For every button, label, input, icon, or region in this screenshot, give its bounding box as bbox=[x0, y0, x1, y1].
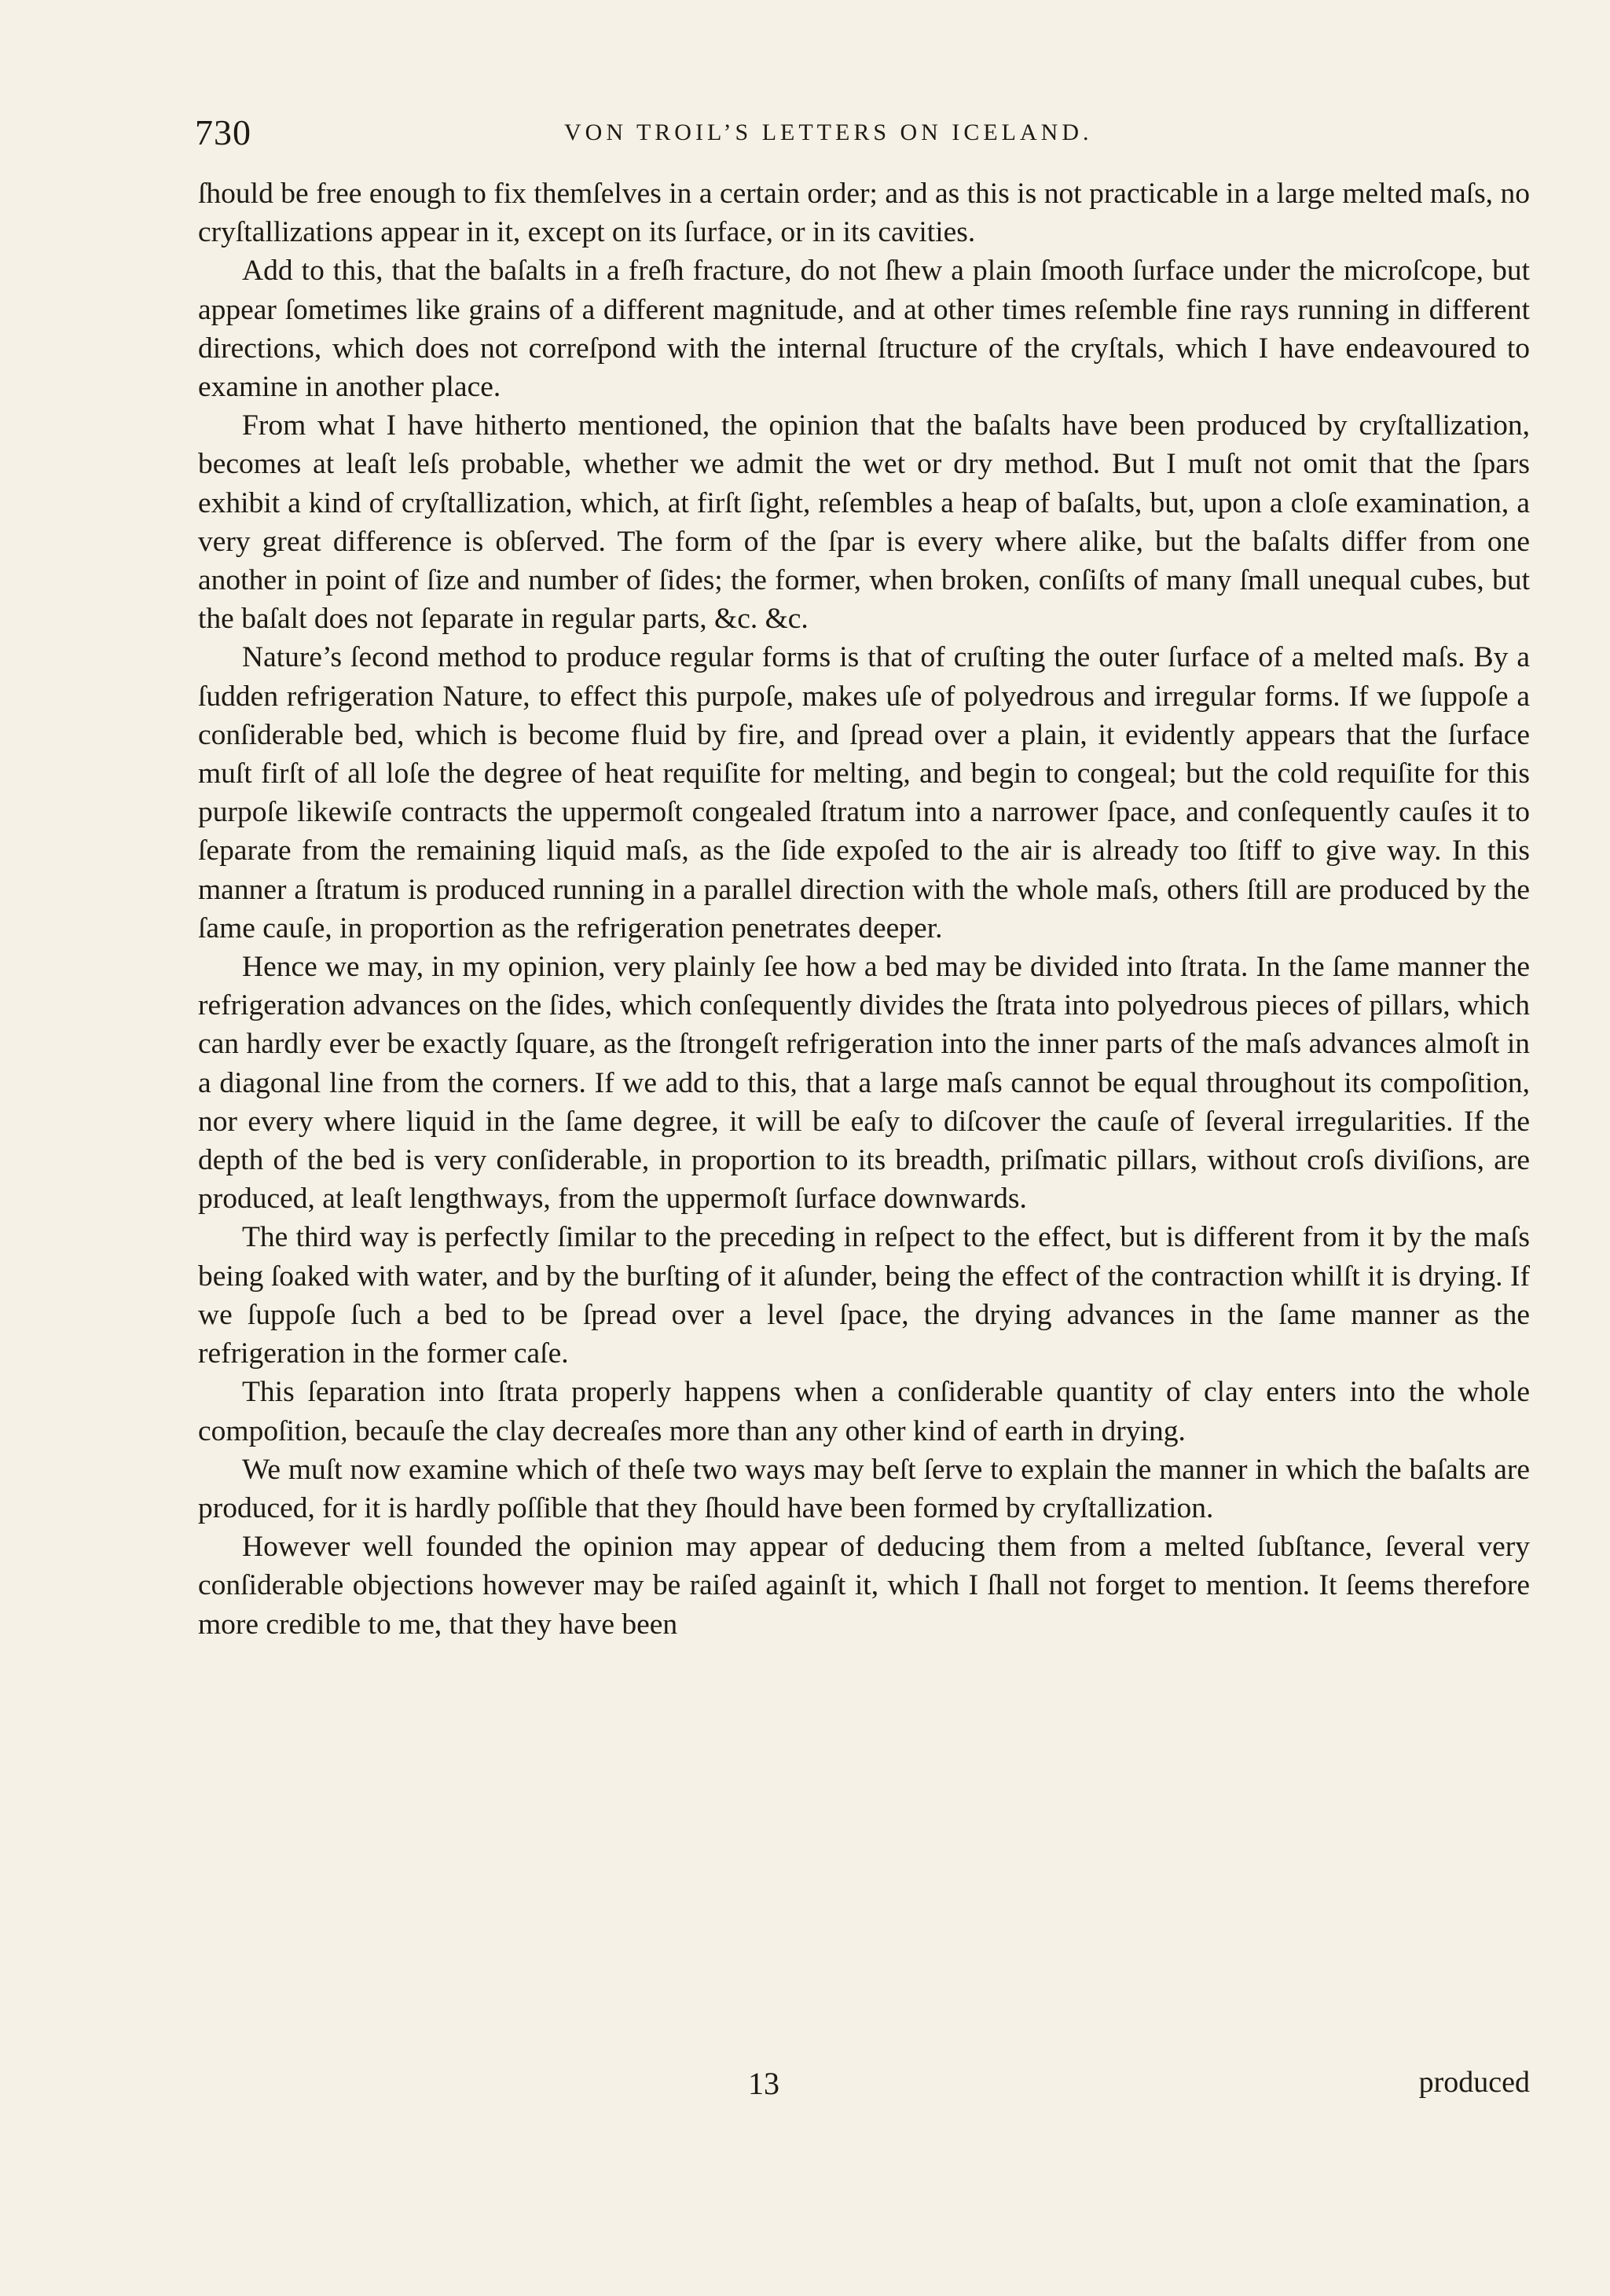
paragraph: This ſeparation into ſtrata properly happens when a conſiderable quantity of clay enters into the whole compoſition, becauſe the clay decreaſes more than any other kind of earth in drying. bbox=[198, 1376, 1530, 1447]
running-head: VON TROIL’S LETTERS ON ICELAND. bbox=[564, 119, 1093, 145]
page-header bbox=[195, 112, 1531, 159]
page-footer bbox=[198, 2065, 1530, 2112]
paragraph: We muſt now examine which of theſe two ways may beſt ſerve to explain the manner in which the baſalts are produced, for it is hardly poſſible that they ſhould have been formed by cryſtallization. bbox=[198, 1453, 1530, 1524]
paragraph: ſhould be free enough to fix themſelves in a certain order; and as this is not practicable in a large melted maſs, no cryſtallizations appear in it, except on its ſurface, or in its cavities. bbox=[198, 178, 1530, 249]
paragraph: However well founded the opinion may appear of deducing them from a melted ſubſtance, ſeveral very conſiderable objections however may be raiſed againſt it, which I ſhall not forget to mention. It ſeems therefore more credible to me, that they have been bbox=[198, 1531, 1530, 1641]
page-number: 730 bbox=[195, 112, 251, 152]
paragraph: From what I have hitherto mentioned, the opinion that the baſalts have been produced by cryſtallization, becomes at leaſt leſs probable, whether we admit the wet or dry method. But I muſt not omit that the ſpars exhibit a kind of cryſtallization, which, at firſt ſight, reſembles a heap of baſalts, but, upon a cloſe examination, a very great difference is obſerved. The form of the ſpar is every where alike, but the baſalts differ from one another in point of ſize and number of ſides; the former, when broken, conſiſts of many ſmall unequal cubes, but the baſalt does not ſeparate in regular parts, &c. &c. bbox=[198, 409, 1530, 636]
signature-mark: 13 bbox=[748, 2066, 779, 2101]
paragraph: The third way is perfectly ſimilar to the preceding in reſpect to the effect, but is different from it by the maſs being ſoaked with water, and by the burſting of it aſunder, being the effect of the contraction whilſt it is drying. If we ſuppoſe ſuch a bed to be ſpread over a level ſpace, the drying advances in the ſame manner as the refrigeration in the former caſe. bbox=[198, 1221, 1530, 1370]
catchword: produced bbox=[1418, 2066, 1530, 2099]
paragraph: Nature’s ſecond method to produce regular forms is that of cruſting the outer ſurface of a melted maſs. By a ſudden refrigeration Nature, to effect this purpoſe, makes uſe of polyedrous and irregular forms. If we ſuppoſe a conſiderable bed, which is become fluid by fire, and ſpread over a plain, it evidently appears that the ſurface muſt firſt of all loſe the degree of heat requiſite for melting, and begin to congeal; but the cold requiſite for this purpoſe likewiſe contracts the uppermoſt congealed ſtratum into a narrower ſpace, and conſequently cauſes it to ſeparate from the remaining liquid maſs, as the ſide expoſed to the air is already too ſtiff to give way. In this manner a ſtratum is produced running in a parallel direction with the whole maſs, others ſtill are produced by the ſame cauſe, in proportion as the refrigeration penetrates deeper. bbox=[198, 641, 1530, 944]
paragraph: Add to this, that the baſalts in a freſh fracture, do not ſhew a plain ſmooth ſurface under the microſcope, but appear ſometimes like grains of a different magnitude, and at other times reſemble fine rays running in different directions, which does not correſpond with the internal ſtructure of the cryſtals, which I have endeavoured to examine in another place. bbox=[198, 255, 1530, 404]
paragraph: Hence we may, in my opinion, very plainly ſee how a bed may be divided into ſtrata. In the ſame manner the refrigeration advances on the ſides, which conſequently divides the ſtrata into polyedrous pieces of pillars, which can hardly ever be exactly ſquare, as the ſtrongeſt refrigeration into the inner parts of the maſs advances almoſt in a diagonal line from the corners. If we add to this, that a large maſs cannot be equal throughout its compoſition, nor every where liquid in the ſame degree, it will be eaſy to diſcover the cauſe of ſeveral irregularities. If the depth of the bed is very conſiderable, in proportion to its breadth, priſmatic pillars, without croſs diviſions, are produced, at leaſt lengthways, from the uppermoſt ſurface downwards. bbox=[198, 951, 1530, 1216]
body-text bbox=[198, 174, 1530, 1644]
